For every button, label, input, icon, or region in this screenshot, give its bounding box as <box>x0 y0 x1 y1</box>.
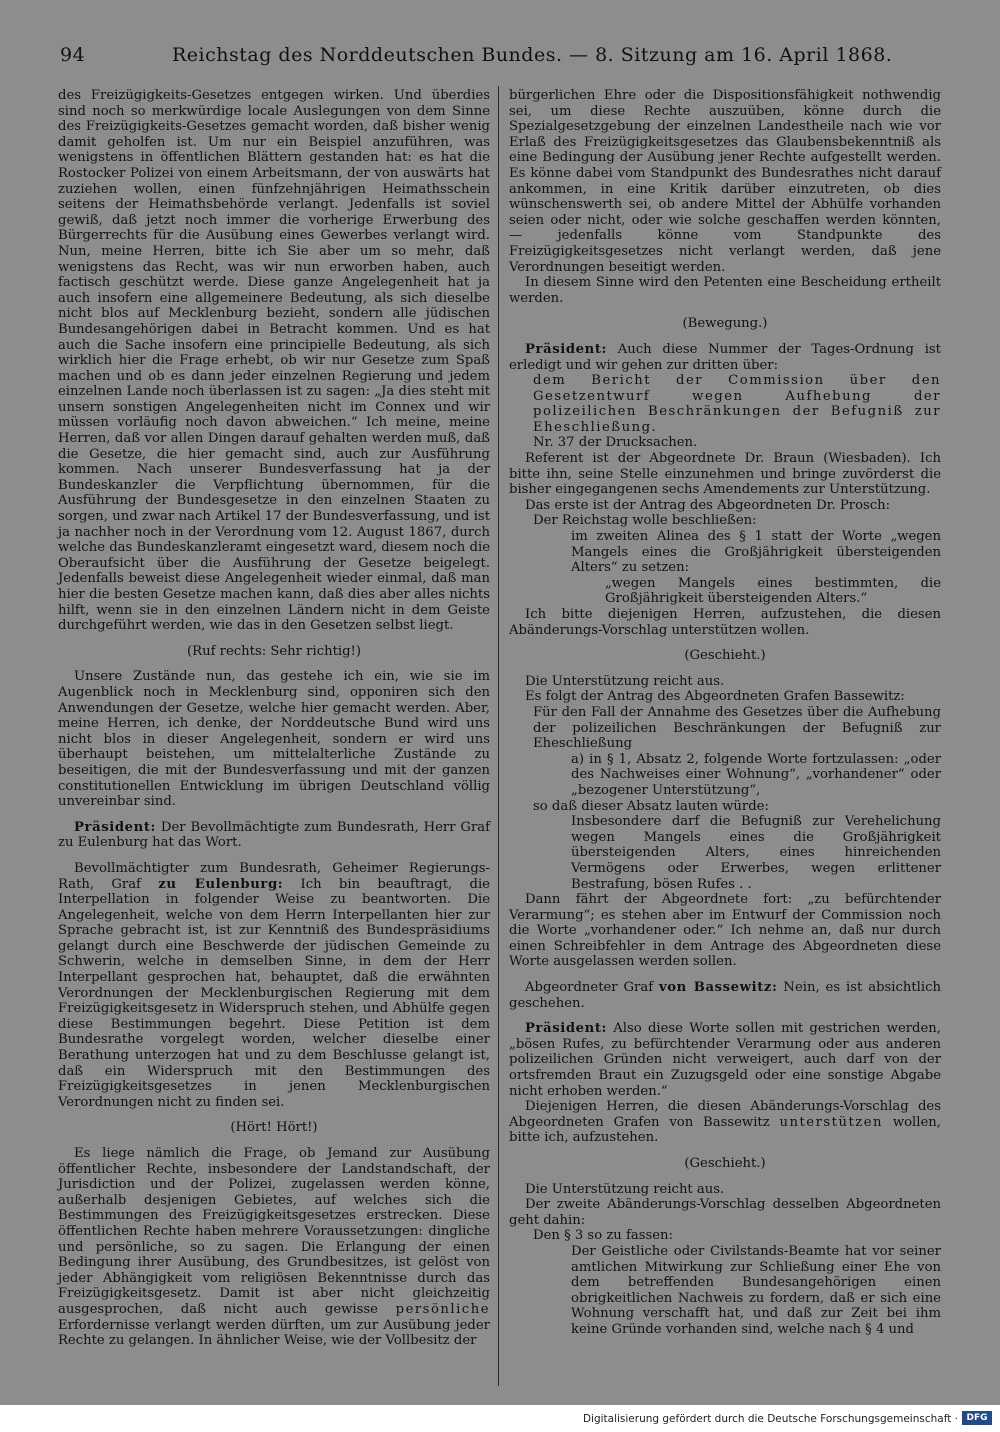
interjection: (Geschieht.) <box>684 648 766 664</box>
paragraph: Referent ist der Abgeordnete Dr. Braun (Wiesbaden). Ich bitte ihn, seine Stelle einzunehmen und bringe zuvörderst die bisher eingegangenen sechs Amendements zur Unterstützung. <box>509 451 941 498</box>
interjection: (Geschieht.) <box>684 1156 766 1171</box>
paragraph: Das erste ist der Antrag des Abgeordneten Dr. Prosch: <box>525 497 891 513</box>
motion-text: Für den Fall der Annahme des Gesetzes über die Aufhebung der polizeilichen Beschränkungen der Befugniß zur Eheschließung <box>533 704 941 752</box>
paragraph: Die Unterstützung reicht aus. <box>525 673 725 689</box>
paragraph: Auch diese Nummer der Tages-Ordnung ist erledigt und wir gehen zur dritten über: <box>509 341 941 373</box>
paragraph: Es liege nämlich die Frage, ob Jemand zur Ausübung öffentlicher Rechte, insbesondere der Landstandschaft, der Jurisdiction und der Polizei, zugelassen werden könne, außerhalb desjenigen Gebietes, auf welches sich die Bestimmungen des Freizügigkeitsgesetzes erstrecken. Diese öffentlichen Rechte haben mehrere Voraussetzungen: dingliche und persönliche, so zu sagen. Die Erlangung der einen Bedingung ihrer Ausübung, des Grundbesitzes, ist gelöst von jeder Abhängigkeit vom religiösen Bekenntnisse durch das Freizügigkeitsgesetz. Damit ist aber nicht gleichzeitig ausgesprochen, daß nicht auch gewisse <box>58 1146 490 1317</box>
right-column <box>509 88 941 1338</box>
speaker-title: Bevollmächtigter zum Bundesrath, Geheimer Regierungs-Rath, Graf <box>58 860 490 892</box>
speaker-label: Präsident: <box>74 819 157 835</box>
column-divider <box>498 86 499 1386</box>
interjection: (Ruf rechts: Sehr richtig!) <box>187 643 361 659</box>
paragraph: Ich bin beauftragt, die Interpellation in folgender Weise zu beantworten. Die Angelegenheit, welche von dem Herrn Interpellanten hier zur Sprache gebracht ist, ist zur Kenntniß des Bundespräsidiums gelangt durch eine Beschwerde der jüdischen Gemeinde zu Schwerin, welche in demselben Sinne, in dem der Herr Interpellant gesprochen hat, behauptet, daß die erwähnten Verordnungen der Mecklenburgischen Regierung mit dem Freizügigkeitsgesetz in Widerspruch stehen, und Abhülfe gegen diese Bestimmungen begehrt. Diese Petition ist dem Bundesrathe vorgelegt worden, welcher dieselbe einer Berathung unterzogen hat und zu dem Beschlusse gelangt ist, daß ein Widerspruch mit den Bestimmungen des Freizügigkeitsgesetzes in jenen Mecklenburgischen Verordnungen nicht zu finden sei. <box>58 876 490 1110</box>
paragraph: Es folgt der Antrag des Abgeordneten Grafen Bassewitz: <box>525 689 905 705</box>
paragraph: In diesem Sinne wird den Petenten eine Bescheidung ertheilt werden. <box>509 275 941 306</box>
paragraph: Nein, es ist absichtlich geschehen. <box>509 980 941 1011</box>
paragraph: bürgerlichen Ehre oder die Dispositionsfähigkeit nothwendig sei, um diese Rechte auszuüben, könne durch die Spezialgesetzgebung der einzelnen Landestheile nach wie vor Erlaß des Freizügigkeitsgesetzes das Glaubensbekenntniß als eine Bedingung der Ausübung jener Rechte aufgestellt werden. Es könne dabei vom Standpunkt des Bundesrathes nicht darauf ankommen, in eine Kritik darüber einzutreten, ob dies wünschenswerth sei, ob andere Mittel der Abhülfe vorhanden seien oder nicht, oder wie solche geschaffen werden könnten, — jedenfalls könne vom Standpunkte des Freizügigkeitsgesetzes nicht verlangt werden, daß jene Verordnungen beseitigt werden. <box>509 88 941 275</box>
motion-text: „wegen Mangels eines bestimmten, die Großjährigkeit übersteigenden Alters.“ <box>605 575 941 607</box>
emphasis: persönliche <box>395 1301 490 1317</box>
paragraph: des Freizügigkeits-Gesetzes entgegen wirken. Und überdies sind noch so merkwürdige locale Auslegungen von dem Sinne des Freizügigkeits-Gesetzes gemacht worden, daß bisher wenig damit geholfen ist. Um nur ein Beispiel anzuführen, was wenigstens in öffentlichen Blättern gestanden hat: es hat die Rostocker Polizei von einem Arbeitsmann, der von auswärts hat zuziehen wollen, einen fünfzehnjährigen Heimathsschein seitens der Heimathsbehörde verlangt. Jedenfalls ist soviel gewiß, daß jetzt noch immer die vorherige Erwerbung des Bürgerrechts für die Ausübung eines Gewerbes verlangt wird. Nun, meine Herren, bitte ich Sie aber um so mehr, daß wenigstens das Recht, was wir nun erworben haben, auch factisch geschützt werde. Diese ganze Angelegenheit hat ja auch insofern eine allgemeinere Bedeutung, als sich dieselbe nicht blos auf Mecklenburg bezieht, sondern alle jüdischen Bundesangehörigen dabei in Betracht kommen. Und es hat auch die Sache insofern eine principielle Bedeutung, als sich wirklich hier die Frage erhebt, ob wir nur Gesetze zum Spaß machen und ob es dann jeder einzelnen Regierung und jedem einzelnen Lande noch überlassen ist zu sagen: „Ja dies steht mit unsern sonstigen Angelegenheiten nicht im Connex und wir müssen vorläufig noch davon abweichen.“ Ich meine, meine Herren, daß vor allen Dingen darauf gehalten werden muß, daß die Gesetze, die hier gemacht sind, auch zur Ausführung kommen. Nach unserer Bundesverfassung hat ja der Bundeskanzler die Verpflichtung übernommen, für die Ausführung der Bundesgesetze in den einzelnen Staaten zu sorgen, und zwar nach Artikel 17 der Bundesverfassung, und ist ja nachher noch in der Verordnung vom 12. August 1867, durch welche das Bundeskanzleramt eingesetzt ward, diesem noch die Oberaufsicht über die Ausführung der Gesetze beigelegt. Jedenfalls beweist diese Angelegenheit wieder einmal, daß man hier die besten Gesetze machen kann, daß dies aber alles nichts hilft, wenn sie in den einzelnen Ländern nicht in dem Geiste durchgeführt werden, wie das in den Gesetzen selbst liegt. <box>58 88 490 634</box>
page-number: 94 <box>60 44 86 66</box>
paragraph: Die Unterstützung reicht aus. <box>525 1181 725 1197</box>
speaker-label: Präsident: <box>525 1021 608 1037</box>
agenda-ref: Nr. 37 der Drucksachen. <box>533 435 698 451</box>
motion-intro: Der Reichstag wolle beschließen: <box>533 513 757 529</box>
funding-credit: Digitalisierung gefördert durch die Deutsche Forschungsgemeinschaft · <box>582 1413 958 1425</box>
interjection: (Bewegung.) <box>682 316 768 332</box>
emphasis: unterstützen <box>779 1114 883 1130</box>
paragraph: Diejenigen Herren, die diesen Abänderungs-Vorschlag des Abgeordneten Grafen von Bassewitz <box>509 1099 941 1130</box>
paragraph: Der Bevollmächtigte zum Bundesrath, Herr Graf zu Eulenburg hat das Wort. <box>58 819 490 851</box>
agenda-item: dem Bericht der Commission über den Gesetzentwurf wegen Aufhebung der polizeilichen Beschränkungen der Befugniß zur Eheschließung. <box>533 373 941 435</box>
paragraph: Erfordernisse verlangt werden dürften, um zur Ausübung jeder Rechte zu gelangen. In ähnlicher Weise, wie der Vollbesitz der <box>58 1317 490 1349</box>
motion-text: so daß dieser Absatz lauten würde: <box>533 798 769 814</box>
paragraph: Ich bitte diejenigen Herren, aufzustehen, die diesen Abänderungs-Vorschlag unterstützen wollen. <box>509 607 941 638</box>
speaker-label: zu Eulenburg: <box>158 876 284 892</box>
motion-intro: Den § 3 so zu fassen: <box>533 1228 673 1244</box>
motion-text: Der Geistliche oder Civilstands-Beamte hat vor seiner amtlichen Mitwirkung zur Schließung einer Ehe von dem betreffenden Bundesangehörigen einen obrigkeitlichen Nachweis zu fordern, daß er sich eine Wohnung verschafft hat, und daß zur Zeit bei ihm keine Gründe vorhanden sind, welche nach § 4 und <box>571 1243 941 1337</box>
left-column <box>58 88 490 1349</box>
running-title: Reichstag des Norddeutschen Bundes. — 8. Sitzung am 16. April 1868. <box>172 44 893 66</box>
speaker-label: von Bassewitz: <box>659 980 778 996</box>
motion-text: im zweiten Alinea des § 1 statt der Worte „wegen Mangels eines die Großjährigkeit übersteigenden Alters“ zu setzen: <box>571 529 941 576</box>
paragraph: wollen, bitte ich, aufzustehen. <box>509 1114 941 1146</box>
speaker-label: Präsident: <box>525 341 608 357</box>
paragraph: Also diese Worte sollen mit gestrichen werden, „bösen Rufes, zu befürchtender Verarmung oder aus anderen polizeilichen Gründen nicht verweigert, auch darf von der ortsfremden Braut ein Zuzugsgeld oder eine sonstige Abgabe nicht erhoben werden.“ <box>509 1021 941 1099</box>
paragraph: Dann fährt der Abgeordnete fort: „zu befürchtender Verarmung“; es stehen aber im Entwurf der Commission noch die Worte „vorhandener oder.“ Ich nehme an, daß nur durch einen Schreibfehler in dem Antrage des Abgeordneten diese Worte ausgelassen werden sollen. <box>509 892 941 970</box>
footer-bar <box>0 1405 1000 1432</box>
paragraph: Unsere Zustände nun, das gestehe ich ein, wie sie im Augenblick noch in Mecklenburg sind, opponiren sich den Anwendungen der Gesetze, welche hier gemacht werden. Aber, meine Herren, ich denke, der Norddeutsche Bund wird uns nicht blos in dieser Angelegenheit, sondern er wird uns überhaupt beistehen, um mittelalterliche Zustände zu beseitigen, die mit der Bundesverfassung und mit der ganzen constitutionellen Entwicklung im übrigen Deutschland völlig unvereinbar sind. <box>58 669 490 810</box>
interjection: (Hört! Hört!) <box>230 1120 318 1136</box>
motion-text: Insbesondere darf die Befugniß zur Verehelichung wegen Mangels eines die Großjährigkeit übersteigenden Alters, eines hinreichenden Vermögens oder Erwerbes, wegen erlittener Bestrafung, bösen Rufes . . <box>571 814 941 892</box>
speaker-title: Abgeordneter Graf <box>525 980 654 996</box>
motion-text: a) in § 1, Absatz 2, folgende Worte fortzulassen: „oder des Nachweises einer Wohnung“, „vorhandener“ oder „bezogener Unterstützung“, <box>571 751 941 798</box>
page-header <box>60 44 893 72</box>
dfg-logo: DFG <box>962 1411 992 1425</box>
paragraph: Der zweite Abänderungs-Vorschlag desselben Abgeordneten geht dahin: <box>509 1197 941 1228</box>
